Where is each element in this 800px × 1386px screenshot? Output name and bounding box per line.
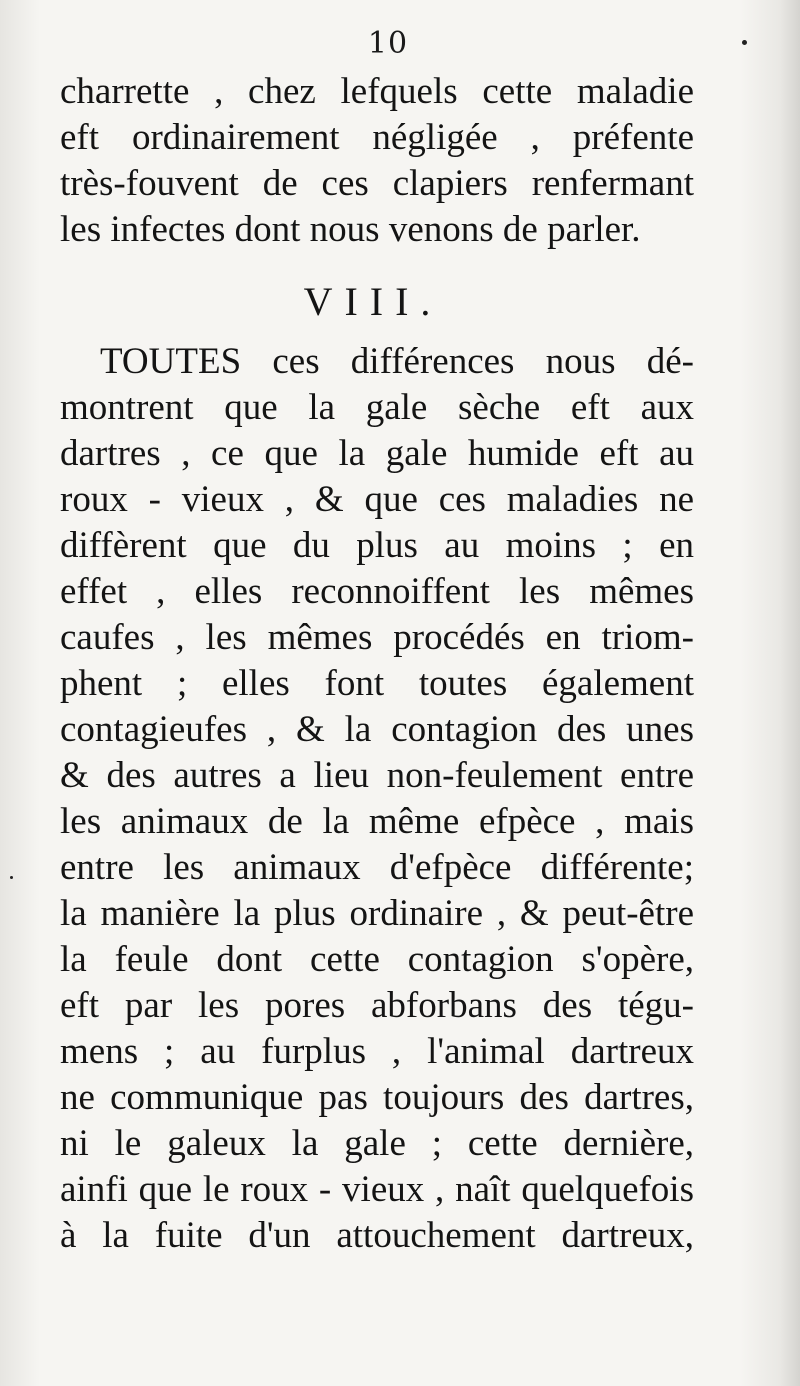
- text-line-18: la feule dont cette contagion s'opère,: [60, 939, 694, 980]
- text-line-1: charrette , chez lefquels cette maladie: [60, 71, 694, 112]
- text-line-12: phent ; elles font toutes également: [60, 663, 694, 704]
- text-line-14: & des autres a lieu non-feulement entre: [60, 755, 694, 796]
- text-line-11: caufes , les mêmes procédés en triom-: [60, 617, 694, 658]
- ink-speck: [10, 876, 13, 879]
- text-line-9: diffèrent que du plus au moins ; en: [60, 525, 694, 566]
- text-line-19: eft par les pores abforbans des tégu-: [60, 985, 694, 1026]
- text-line-4: les infectes dont nous venons de parler.: [60, 209, 641, 250]
- text-line-3: très-fouvent de ces clapiers renfermant: [60, 163, 694, 204]
- text-line-20: mens ; au furplus , l'animal dartreux: [60, 1031, 694, 1072]
- text-line-8: roux - vieux , & que ces maladies ne: [60, 479, 694, 520]
- text-line-23: ainfi que le roux - vieux , naît quelquefois: [60, 1169, 694, 1210]
- text-line-24: à la fuite d'un attouchement dartreux,: [60, 1215, 694, 1256]
- text-line-21: ne communique pas toujours des dartres,: [60, 1077, 694, 1118]
- text-line-22: ni le galeux la gale ; cette dernière,: [60, 1123, 694, 1164]
- section-heading: VIII.: [303, 279, 443, 324]
- text-line-13: contagieufes , & la contagion des unes: [60, 709, 694, 750]
- ink-speck: [742, 40, 747, 45]
- text-line-17: la manière la plus ordinaire , & peut-être: [60, 893, 694, 934]
- text-line-16: entre les animaux d'efpèce différente;: [60, 847, 694, 888]
- text-line-7: dartres , ce que la gale humide eft au: [60, 433, 694, 474]
- text-line-15: les animaux de la même efpèce , mais: [60, 801, 694, 842]
- text-line-10: effet , elles reconnoiffent les mêmes: [60, 571, 694, 612]
- text-line-2: eft ordinairement négligée , préfente: [60, 117, 694, 158]
- text-line-6: montrent que la gale sèche eft aux: [60, 387, 694, 428]
- text-line-5: TOUTES ces différences nous dé-: [100, 341, 694, 382]
- page-number: 10: [367, 26, 409, 61]
